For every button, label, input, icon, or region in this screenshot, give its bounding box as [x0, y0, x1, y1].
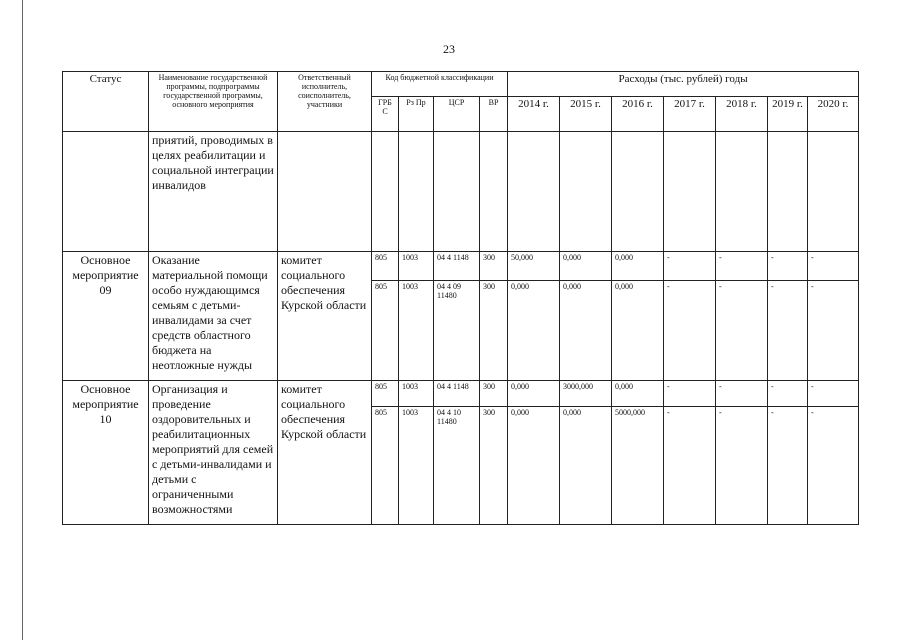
cell-csr: 04 4 10 11480 — [434, 407, 480, 525]
table-row — [63, 381, 859, 407]
cell-2017: - — [664, 407, 716, 525]
cell-2014: 0,000 — [508, 281, 560, 381]
cell-2014: 50,000 — [508, 252, 560, 281]
header-grbs: ГРБ С — [372, 97, 399, 132]
cell-vr: 300 — [480, 381, 508, 407]
cell-2018: - — [716, 252, 768, 281]
cell-2017: - — [664, 281, 716, 381]
cell-2019: - — [768, 381, 808, 407]
header-status: Статус — [63, 72, 149, 132]
cell-2014: 0,000 — [508, 381, 560, 407]
cell-2019: - — [768, 407, 808, 525]
header-year-2017: 2017 г. — [664, 97, 716, 132]
cell-vr: 300 — [480, 252, 508, 281]
cell-status: Основное мероприятие 10 — [63, 381, 149, 525]
cell-vr: 300 — [480, 407, 508, 525]
header-name: Наименование государственной программы, подпрограммы государственной программы, основного мероприятия — [149, 72, 278, 132]
cell-csr: 04 4 09 11480 — [434, 281, 480, 381]
header-year-2015: 2015 г. — [560, 97, 612, 132]
budget-table — [62, 71, 859, 525]
cell-2016: 0,000 — [612, 381, 664, 407]
header-vr: ВР — [480, 97, 508, 132]
cell-csr: 04 4 1148 — [434, 381, 480, 407]
cell-grbs: 805 — [372, 407, 399, 525]
cell-2017: - — [664, 381, 716, 407]
cell-grbs: 805 — [372, 281, 399, 381]
cell-2019: - — [768, 252, 808, 281]
cell-2015: 0,000 — [560, 407, 612, 525]
cell-rzpr: 1003 — [399, 407, 434, 525]
cell-2016: 0,000 — [612, 281, 664, 381]
cell-2020: - — [808, 252, 859, 281]
cell-rzpr: 1003 — [399, 381, 434, 407]
cell-name: Оказание материальной помощи особо нуждающимся семьям с детьми-инвалидами за счет средств областного бюджета на неотложные нужды — [149, 252, 278, 381]
table-row — [63, 132, 859, 252]
cell-responsible: комитет социального обеспечения Курской области — [278, 252, 372, 381]
cell-2020: - — [808, 281, 859, 381]
header-year-2018: 2018 г. — [716, 97, 768, 132]
cell-vr: 300 — [480, 281, 508, 381]
cell-rzpr: 1003 — [399, 252, 434, 281]
cell-2018: - — [716, 407, 768, 525]
header-year-2019: 2019 г. — [768, 97, 808, 132]
cell-responsible: комитет социального обеспечения Курской области — [278, 381, 372, 525]
cell-2018: - — [716, 281, 768, 381]
cell-name: приятий, проводимых в целях реабилитации и социальной интеграции инвалидов — [149, 132, 278, 252]
cell-2014: 0,000 — [508, 407, 560, 525]
cell-2016: 0,000 — [612, 252, 664, 281]
cell-2019: - — [768, 281, 808, 381]
cell-2015: 0,000 — [560, 281, 612, 381]
header-csr: ЦСР — [434, 97, 480, 132]
cell-2017: - — [664, 252, 716, 281]
cell-responsible — [278, 132, 372, 252]
header-responsible: Ответственный исполнитель, соисполнитель, участники — [278, 72, 372, 132]
table-row — [63, 252, 859, 281]
cell-grbs: 805 — [372, 381, 399, 407]
header-year-2016: 2016 г. — [612, 97, 664, 132]
cell-2020: - — [808, 381, 859, 407]
page-number: 23 — [443, 42, 455, 56]
cell-2015: 3000,000 — [560, 381, 612, 407]
cell-2016: 5000,000 — [612, 407, 664, 525]
cell-status — [63, 132, 149, 252]
header-budget-code: Код бюджетной классификации — [372, 72, 508, 97]
cell-name: Организация и проведение оздоровительных и реабилитационных мероприятий для семей с детьми-инвалидами и детьми с ограниченными возможностями — [149, 381, 278, 525]
header-year-2014: 2014 г. — [508, 97, 560, 132]
header-rzpr: Рз Пр — [399, 97, 434, 132]
cell-csr: 04 4 1148 — [434, 252, 480, 281]
cell-2015: 0,000 — [560, 252, 612, 281]
cell-status: Основное мероприятие 09 — [63, 252, 149, 381]
cell-2018: - — [716, 381, 768, 407]
cell-rzpr: 1003 — [399, 281, 434, 381]
cell-2020: - — [808, 407, 859, 525]
header-expenses: Расходы (тыс. рублей) годы — [508, 72, 859, 97]
cell-grbs: 805 — [372, 252, 399, 281]
page-left-edge — [22, 0, 23, 640]
header-year-2020: 2020 г. — [808, 97, 859, 132]
